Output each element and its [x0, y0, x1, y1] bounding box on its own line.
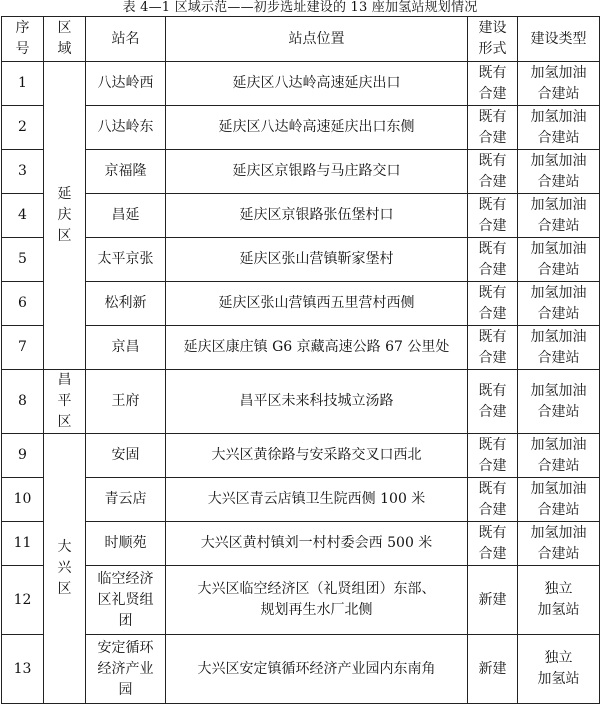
- station-name-line: 经济产业: [97, 660, 154, 677]
- build-type-line: 独立: [544, 581, 573, 597]
- station-location: [166, 326, 468, 370]
- build-type-line: 加氢加油: [530, 284, 587, 301]
- station-location: [166, 478, 468, 522]
- build-type-line: 加氢加油: [530, 64, 587, 81]
- build-type-line: 加氢加油: [530, 152, 587, 169]
- station-name: [86, 62, 166, 106]
- region-cell-line: 平: [57, 393, 72, 409]
- build-type-line: 加氢加油: [530, 328, 587, 345]
- build-type-line: 合建站: [537, 305, 580, 322]
- build-form-line: 合建: [478, 545, 507, 562]
- build-form: [468, 635, 518, 704]
- build-form-line: 合建: [478, 129, 507, 146]
- station-name: [86, 282, 166, 326]
- region-cell-line: 兴: [57, 560, 72, 576]
- station-location-line: 大兴区青云店镇卫生院西侧 100 米: [207, 491, 426, 507]
- station-location-line: 昌平区未来科技城立汤路: [239, 393, 394, 409]
- build-form-line: 既有: [478, 382, 507, 399]
- table-row: [2, 106, 600, 150]
- table-row: [2, 238, 600, 282]
- row-number-line: 6: [18, 295, 27, 311]
- row-number-line: 8: [18, 393, 27, 409]
- station-name: [86, 434, 166, 478]
- row-number: [2, 326, 44, 370]
- station-location: [166, 106, 468, 150]
- row-number-line: 11: [13, 535, 32, 551]
- station-location-line: 大兴区安定镇循环经济产业园内东南角: [197, 660, 436, 677]
- region-cell-line: 昌: [57, 372, 72, 388]
- station-name-line: 临空经济: [97, 570, 154, 587]
- build-type: [518, 106, 600, 150]
- header-form: 建设 形式: [468, 17, 518, 62]
- station-location: [166, 522, 468, 566]
- header-location: 站点位置: [166, 17, 468, 62]
- row-number-line: 9: [18, 447, 27, 463]
- build-type: [518, 62, 600, 106]
- row-number: [2, 478, 44, 522]
- build-type: [518, 522, 600, 566]
- station-location: [166, 434, 468, 478]
- build-form: [468, 566, 518, 635]
- station-location: [166, 62, 468, 106]
- station-name-line: 时顺苑: [104, 535, 147, 551]
- row-number-line: 4: [18, 207, 27, 223]
- station-name-line: 区礼贤组: [97, 591, 154, 608]
- header-region: 区 域: [44, 17, 86, 62]
- station-location-line: 大兴区临空经济区（礼贤组团）东部、: [197, 581, 436, 597]
- station-name-line: 团: [118, 612, 133, 629]
- build-form-line: 既有: [478, 240, 507, 257]
- station-location: [166, 370, 468, 434]
- build-type-line: 加氢加油: [530, 196, 587, 213]
- region-cell-line: 延: [57, 186, 72, 202]
- build-form: [468, 434, 518, 478]
- build-type-line: 加氢加油: [530, 524, 587, 541]
- build-type-line: 合建站: [537, 501, 580, 518]
- build-type: [518, 326, 600, 370]
- table-row: [2, 478, 600, 522]
- row-number-line: 10: [13, 491, 32, 507]
- station-name: [86, 238, 166, 282]
- station-name-line: 京昌: [111, 339, 140, 355]
- build-form-line: 既有: [478, 328, 507, 345]
- table-row: [2, 326, 600, 370]
- build-form-line: 合建: [478, 403, 507, 420]
- station-name: [86, 150, 166, 194]
- build-type: [518, 434, 600, 478]
- build-type: [518, 150, 600, 194]
- build-type-line: 合建站: [537, 85, 580, 102]
- build-type: [518, 635, 600, 704]
- table-row: [2, 62, 600, 106]
- build-form-line: 合建: [478, 501, 507, 518]
- station-name-line: 园: [118, 681, 133, 698]
- header-station: 站名: [86, 17, 166, 62]
- build-type: [518, 566, 600, 635]
- table-row: [2, 635, 600, 704]
- build-type: [518, 478, 600, 522]
- row-number-line: 12: [13, 591, 32, 608]
- region-cell-line: 大: [57, 539, 72, 555]
- row-number-line: 13: [13, 660, 32, 677]
- station-name: [86, 635, 166, 704]
- row-number-line: 5: [18, 251, 27, 267]
- build-form-line: 合建: [478, 217, 507, 234]
- station-name-line: 昌延: [111, 207, 140, 223]
- table-row: [2, 522, 600, 566]
- table-row: [2, 566, 600, 635]
- station-name-line: 京福隆: [104, 163, 147, 179]
- build-form-line: 新建: [478, 591, 507, 608]
- row-number: [2, 434, 44, 478]
- build-type-line: 合建站: [537, 457, 580, 474]
- region-cell: [44, 434, 86, 704]
- station-location-line: 延庆区张山营镇靳家堡村: [239, 251, 394, 267]
- row-number: [2, 635, 44, 704]
- build-type-line: 合建站: [537, 403, 580, 420]
- build-type: [518, 370, 600, 434]
- build-form-line: 既有: [478, 196, 507, 213]
- build-type: [518, 238, 600, 282]
- build-form-line: 合建: [478, 349, 507, 366]
- build-form: [468, 522, 518, 566]
- region-cell-line: 区: [57, 414, 72, 430]
- row-number-line: 7: [18, 339, 27, 355]
- station-name-line: 王府: [111, 393, 140, 409]
- build-form-line: 合建: [478, 305, 507, 322]
- build-type-line: 加氢加油: [530, 436, 587, 453]
- build-form: [468, 150, 518, 194]
- station-name: [86, 106, 166, 150]
- build-type-line: 合建站: [537, 217, 580, 234]
- build-form-line: 合建: [478, 173, 507, 190]
- build-form: [468, 478, 518, 522]
- station-location-line: 大兴区黄徐路与安采路交叉口西北: [211, 447, 422, 463]
- station-name: [86, 326, 166, 370]
- build-form: [468, 106, 518, 150]
- build-type: [518, 194, 600, 238]
- table-row: [2, 370, 600, 434]
- build-form: [468, 62, 518, 106]
- build-type-line: 加氢加油: [530, 240, 587, 257]
- station-name: [86, 522, 166, 566]
- build-form: [468, 282, 518, 326]
- build-form: [468, 238, 518, 282]
- station-name-line: 太平京张: [97, 251, 154, 267]
- row-number: [2, 106, 44, 150]
- build-form-line: 新建: [478, 660, 507, 677]
- station-location: [166, 150, 468, 194]
- build-form-line: 既有: [478, 152, 507, 169]
- station-location-line: 规划再生水厂北侧: [260, 602, 373, 618]
- station-location: [166, 635, 468, 704]
- station-location-line: 延庆区八达岭高速延庆出口: [232, 75, 401, 91]
- table-row: [2, 434, 600, 478]
- table-row: [2, 194, 600, 238]
- station-name: [86, 566, 166, 635]
- row-number: [2, 238, 44, 282]
- table-row: [2, 150, 600, 194]
- build-form-line: 合建: [478, 85, 507, 102]
- row-number: [2, 370, 44, 434]
- build-form-line: 既有: [478, 108, 507, 125]
- row-number: [2, 150, 44, 194]
- station-name: [86, 194, 166, 238]
- build-form-line: 合建: [478, 457, 507, 474]
- station-plan-table: [1, 16, 600, 704]
- station-location-line: 延庆区京银路张伍堡村口: [239, 207, 394, 223]
- build-type-line: 加氢站: [537, 602, 580, 618]
- build-type-line: 加氢加油: [530, 108, 587, 125]
- build-type-line: 合建站: [537, 261, 580, 278]
- station-name-line: 安定循环: [97, 639, 154, 656]
- build-type-line: 合建站: [537, 545, 580, 562]
- station-name-line: 安固: [111, 447, 140, 463]
- header-row: [2, 17, 600, 62]
- row-number: [2, 62, 44, 106]
- build-form-line: 既有: [478, 524, 507, 541]
- build-type-line: 加氢站: [537, 671, 580, 687]
- build-type-line: 合建站: [537, 349, 580, 366]
- build-type: [518, 282, 600, 326]
- build-form-line: 合建: [478, 261, 507, 278]
- build-type-line: 独立: [544, 650, 573, 666]
- station-name: [86, 370, 166, 434]
- station-location: [166, 238, 468, 282]
- region-cell: [44, 62, 86, 370]
- station-name-line: 青云店: [104, 491, 147, 507]
- row-number-line: 1: [18, 75, 27, 91]
- row-number-line: 2: [18, 119, 27, 135]
- station-location-line: 延庆区张山营镇西五里营村西侧: [218, 295, 415, 311]
- station-name-line: 八达岭西: [97, 75, 154, 91]
- table-row: [2, 282, 600, 326]
- station-location: [166, 194, 468, 238]
- build-form-line: 既有: [478, 64, 507, 81]
- row-number: [2, 566, 44, 635]
- region-cell-line: 区: [57, 581, 72, 597]
- build-type-line: 加氢加油: [530, 480, 587, 497]
- build-type-line: 合建站: [537, 129, 580, 146]
- row-number-line: 3: [18, 163, 27, 179]
- build-type-line: 合建站: [537, 173, 580, 190]
- build-type-line: 加氢加油: [530, 382, 587, 399]
- row-number: [2, 522, 44, 566]
- station-location: [166, 566, 468, 635]
- region-cell-line: 庆: [57, 207, 72, 223]
- build-form-line: 既有: [478, 480, 507, 497]
- build-form: [468, 370, 518, 434]
- station-location-line: 延庆区八达岭高速延庆出口东侧: [218, 119, 415, 135]
- build-form-line: 既有: [478, 436, 507, 453]
- table-caption: 表 4—1 区域示范——初步选址建设的 13 座加氢站规划情况: [122, 0, 478, 15]
- station-name-line: 松利新: [104, 295, 147, 311]
- station-name-line: 八达岭东: [97, 119, 154, 135]
- header-index: 序 号: [2, 17, 44, 62]
- station-location-line: 延庆区京银路与马庄路交口: [232, 163, 401, 179]
- build-form-line: 既有: [478, 284, 507, 301]
- build-form: [468, 326, 518, 370]
- station-location: [166, 282, 468, 326]
- build-form: [468, 194, 518, 238]
- header-type: 建设类型: [518, 17, 600, 62]
- region-cell-line: 区: [57, 228, 72, 244]
- station-location-line: 大兴区黄村镇刘一村村委会西 500 米: [200, 535, 433, 551]
- region-cell: [44, 370, 86, 434]
- row-number: [2, 194, 44, 238]
- station-name: [86, 478, 166, 522]
- station-location-line: 延庆区康庄镇 G6 京藏高速公路 67 公里处: [183, 339, 450, 355]
- row-number: [2, 282, 44, 326]
